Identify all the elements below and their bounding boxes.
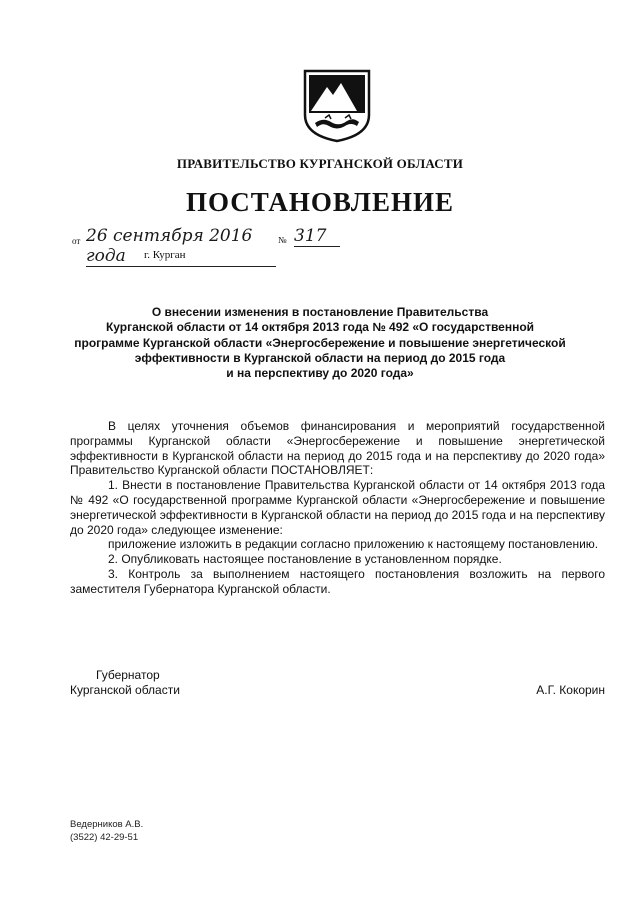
date-number-line: [72, 226, 372, 266]
item-1-sub-paragraph: приложение изложить в редакции согласно приложению к настоящему постановлению.: [108, 537, 599, 552]
signatory-name: А.Г. Кокорин: [536, 683, 605, 697]
executor-name: Ведерников А.В.: [70, 819, 144, 830]
title-line: О внесении изменения в постановление Правительства: [151, 305, 489, 319]
city-label: г. Курган: [144, 249, 186, 261]
position-line-2: Курганской области: [70, 683, 180, 697]
handwritten-date: 26 сентября 2016 года: [86, 226, 276, 267]
document-title: [60, 305, 580, 381]
handwritten-number: 317: [294, 226, 340, 247]
title-line: эффективности в Курганской области на период до 2015 года: [134, 350, 506, 365]
position-line-1: Губернатор: [96, 668, 160, 682]
coat-of-arms-emblem: [301, 69, 373, 143]
executor-block: [70, 818, 143, 844]
organization-name: ПРАВИТЕЛЬСТВО КУРГАНСКОЙ ОБЛАСТИ: [176, 156, 464, 171]
preamble-paragraph: В целях уточнения объемов финансирования и мероприятий государственной программы Курганской области «Энергосбережение и повышение энергетической эффективности в Курганской области на период до 2015 года и на перспективу до 2020 года» Правительство Курганской области ПОСТАНОВЛЯЕТ:: [70, 419, 605, 478]
number-label: №: [278, 235, 287, 245]
title-line: и на перспективу до 2020 года»: [226, 366, 414, 381]
item-1-paragraph: 1. Внести в постановление Правительства Курганской области от 14 октября 2013 года № 492 «О государственной программе Курганской области «Энергосбережение и повышение энергетической эффективности в Курганской области на период до 2015 года и на перспективу до 2020 года» следующее изменение:: [70, 478, 605, 537]
signatory-position: [70, 668, 180, 698]
document-body: [70, 419, 605, 597]
item-2-paragraph: 2. Опубликовать настоящее постановление в установленном порядке.: [108, 552, 502, 567]
title-line: программе Курганской области «Энергосбережение и повышение энергетической: [74, 335, 566, 350]
from-label: от: [72, 236, 81, 246]
title-line: Курганской области от 14 октября 2013 года № 492 «О государственной: [105, 320, 535, 335]
document-type-heading: ПОСТАНОВЛЕНИЕ: [185, 187, 455, 217]
item-3-paragraph: 3. Контроль за выполнением настоящего постановления возложить на первого заместителя Губернатора Курганской области.: [70, 566, 605, 596]
executor-phone: (3522) 42-29-51: [70, 832, 139, 843]
